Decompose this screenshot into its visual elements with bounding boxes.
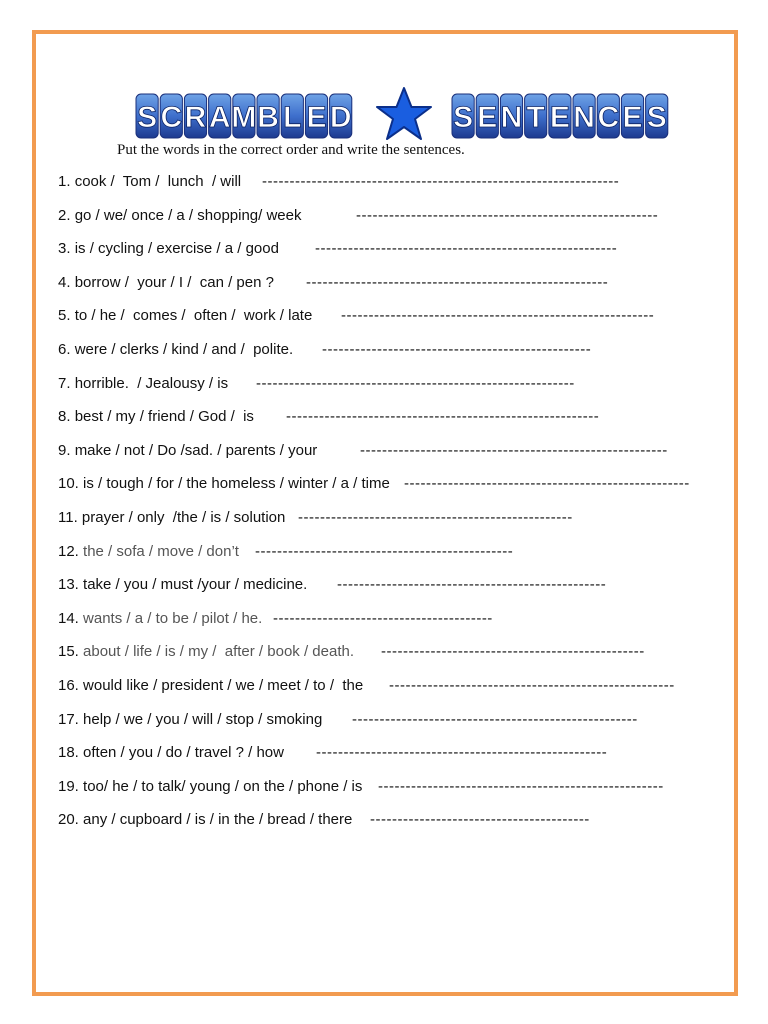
title-letter: S [646, 101, 667, 134]
item-number: 12. [58, 542, 79, 560]
title-word-sentences [452, 94, 668, 138]
worksheet-title [134, 86, 674, 146]
item-number: 17. [58, 710, 79, 728]
item-number: 18. [58, 744, 79, 762]
list-item [58, 808, 718, 842]
item-number: 10. [58, 475, 79, 493]
scrambled-words: any / cupboard / is / in the / bread / there [83, 811, 353, 829]
list-item [58, 405, 718, 439]
list-item [58, 472, 718, 506]
list-item [58, 607, 718, 641]
item-number: 7. [58, 374, 71, 392]
list-item [58, 237, 718, 271]
list-item [58, 540, 718, 574]
title-letter: E [477, 101, 498, 134]
answer-line[interactable]: ---------------------------------------------------------- [256, 374, 575, 392]
title-word-scrambled [136, 94, 352, 138]
scrambled-words: cook / Tom / lunch / will [74, 173, 242, 190]
item-number: 9. [58, 441, 71, 459]
title-letter: A [208, 101, 231, 134]
item-number: 3. [58, 240, 71, 258]
item-number: 4. [58, 273, 71, 291]
scrambled-words: go / we/ once / a / shopping/ week [74, 206, 302, 224]
title-letter: D [329, 101, 352, 134]
title-letter: C [160, 101, 183, 134]
list-item [58, 674, 718, 708]
item-number: 6. [58, 340, 71, 358]
scrambled-words: about / life / is / my / after / book / death. [83, 643, 354, 661]
answer-line[interactable]: --------------------------------------------------------- [341, 307, 655, 325]
answer-line[interactable]: ---------------------------------------------------- [404, 475, 690, 493]
item-number: 2. [58, 206, 71, 224]
title-letter: S [453, 101, 474, 134]
title-letter: E [622, 101, 643, 134]
answer-line[interactable]: ------------------------------------------------------- [356, 206, 659, 224]
answer-line[interactable]: -------------------------------------------------------- [360, 441, 668, 459]
list-item [58, 304, 718, 338]
scrambled-words: often / you / do / travel ? / how [83, 744, 284, 762]
list-item [58, 506, 718, 540]
answer-line[interactable]: ------------------------------------------------------- [306, 273, 609, 291]
title-letter: L [283, 101, 302, 134]
list-item [58, 271, 718, 305]
scrambled-words: help / we / you / will / stop / smoking [83, 710, 323, 728]
item-number: 13. [58, 576, 79, 594]
list-item [58, 170, 718, 204]
answer-line[interactable]: ----------------------------------------------------- [316, 744, 608, 762]
item-number: 8. [58, 408, 71, 426]
scrambled-words: best / my / friend / God / is [74, 408, 254, 426]
scrambled-words: prayer / only /the / is / solution [81, 508, 286, 526]
item-number: 1. [58, 173, 71, 190]
answer-line[interactable]: --------------------------------------------------------- [286, 408, 600, 426]
list-item [58, 338, 718, 372]
item-number: 5. [58, 307, 71, 325]
title-letter: N [573, 101, 595, 134]
answer-line[interactable]: ------------------------------------------------------- [315, 240, 618, 258]
list-item [58, 640, 718, 674]
scrambled-words: make / not / Do /sad. / parents / your [74, 441, 318, 459]
star-icon [377, 88, 431, 139]
scrambled-words: take / you / must /your / medicine. [83, 576, 308, 594]
scrambled-words: would like / president / we / meet / to / the [83, 676, 364, 694]
exercise-list [58, 170, 718, 842]
answer-line[interactable]: ------------------------------------------------- [337, 576, 607, 594]
list-item [58, 708, 718, 742]
instruction-text: Put the words in the correct order and write the sentences. [117, 142, 465, 158]
answer-line[interactable]: -------------------------------------------------- [298, 508, 573, 526]
answer-line[interactable]: ---------------------------------------- [273, 609, 493, 627]
title-letter: B [257, 101, 279, 134]
list-item [58, 439, 718, 473]
title-letter: E [306, 101, 327, 134]
item-number: 19. [58, 777, 79, 795]
scrambled-words: is / tough / for / the homeless / winter / a / time [83, 475, 390, 493]
title-letter: S [137, 101, 158, 134]
title-letter: T [526, 101, 545, 134]
list-item [58, 204, 718, 238]
item-number: 16. [58, 676, 79, 694]
item-number: 11. [58, 508, 78, 526]
item-number: 20. [58, 811, 79, 829]
answer-line[interactable]: ---------------------------------------------------- [352, 710, 638, 728]
answer-line[interactable]: ----------------------------------------------------------------- [262, 173, 620, 190]
scrambled-words: were / clerks / kind / and / polite. [74, 340, 294, 358]
answer-line[interactable]: ---------------------------------------------------- [389, 676, 675, 694]
title-letter: E [549, 101, 570, 134]
title-letter: M [231, 101, 257, 134]
list-item [58, 775, 718, 809]
item-number: 15. [58, 643, 79, 661]
title-letter: N [500, 101, 523, 134]
scrambled-words: horrible. / Jealousy / is [74, 374, 229, 392]
scrambled-words: is / cycling / exercise / a / good [74, 240, 279, 258]
answer-line[interactable]: ---------------------------------------------------- [378, 777, 664, 795]
title-letter: R [184, 101, 207, 134]
list-item [58, 741, 718, 775]
item-number: 14. [58, 609, 79, 627]
title-banner [134, 86, 674, 146]
answer-line[interactable]: ------------------------------------------------ [381, 643, 645, 661]
scrambled-words: borrow / your / I / can / pen ? [74, 273, 274, 291]
list-item [58, 372, 718, 406]
scrambled-words: the / sofa / move / don’t [83, 542, 239, 560]
answer-line[interactable]: ------------------------------------------------- [322, 340, 592, 358]
answer-line[interactable]: ----------------------------------------------- [255, 542, 514, 560]
title-letter: C [597, 101, 620, 134]
answer-line[interactable]: ---------------------------------------- [370, 811, 590, 829]
list-item [58, 573, 718, 607]
scrambled-words: to / he / comes / often / work / late [74, 307, 313, 325]
scrambled-words: too/ he / to talk/ young / on the / phone / is [83, 777, 363, 795]
scrambled-words: wants / a / to be / pilot / he. [83, 609, 263, 627]
